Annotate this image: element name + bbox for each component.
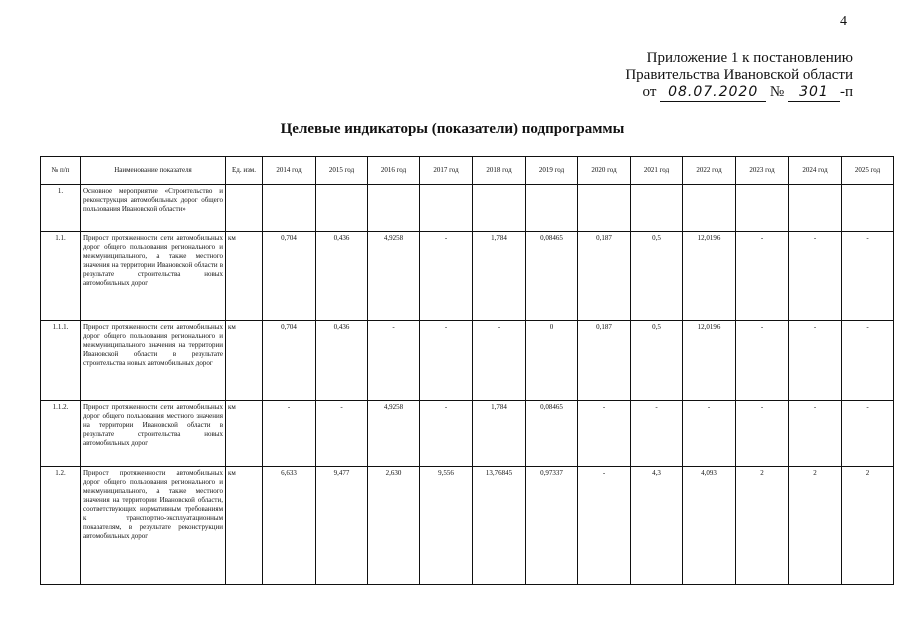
value-cell: - [578, 467, 631, 585]
row-number: 1.1. [41, 232, 81, 321]
table-row [41, 467, 894, 585]
value-cell [631, 185, 683, 232]
value-cell: - [683, 401, 736, 467]
value-cell: - [368, 321, 420, 401]
value-cell: 0,08465 [526, 232, 578, 321]
value-cell: 9,556 [420, 467, 473, 585]
value-cell [578, 185, 631, 232]
header-cell: Наименование показателя [81, 157, 226, 185]
value-cell: - [420, 321, 473, 401]
value-cell: - [842, 232, 894, 321]
document-title: Целевые индикаторы (показатели) подпрограммы [280, 121, 625, 137]
value-cell: - [631, 401, 683, 467]
page-number: 4 [840, 14, 847, 29]
appendix-date-line [625, 84, 853, 102]
header-cell: 2021 год [631, 157, 683, 185]
header-cell: 2025 год [842, 157, 894, 185]
indicators-table [40, 156, 894, 585]
table-row [41, 401, 894, 467]
table-row [41, 321, 894, 401]
value-cell: 2 [842, 467, 894, 585]
value-cell: - [578, 401, 631, 467]
value-cell: 2 [789, 467, 842, 585]
value-cell: - [842, 401, 894, 467]
unit-cell: км [226, 401, 263, 467]
value-cell: 0,5 [631, 321, 683, 401]
value-cell [473, 185, 526, 232]
value-cell: 13,76845 [473, 467, 526, 585]
decree-date: 08.07.2020 [660, 84, 766, 102]
indicator-name: Прирост протяженности сети автомобильных дорог общего пользования местного значения на территории Ивановской области в результате строительства новых автомобильных дорог [81, 401, 226, 467]
value-cell [842, 185, 894, 232]
value-cell: - [420, 401, 473, 467]
table-row [41, 185, 894, 232]
header-cell: Ед. изм. [226, 157, 263, 185]
value-cell: 0,704 [263, 321, 316, 401]
appendix-line-2: Правительства Ивановской области [625, 67, 853, 83]
indicator-name: Прирост протяженности автомобильных дорог общего пользования регионального и межмуниципального, а также местного значения на территории Ивановской области, соответствующих нормативным требованиям к транспортно-эксплуатационным показателям, в результате реконструкции автомобильных дорог [81, 467, 226, 585]
value-cell: - [789, 321, 842, 401]
header-cell: 2018 год [473, 157, 526, 185]
value-cell: 2,630 [368, 467, 420, 585]
value-cell: - [473, 321, 526, 401]
table-header-row [41, 157, 894, 185]
row-number: 1.1.1. [41, 321, 81, 401]
unit-cell: км [226, 232, 263, 321]
header-cell: 2016 год [368, 157, 420, 185]
value-cell: 0,08465 [526, 401, 578, 467]
header-cell: 2019 год [526, 157, 578, 185]
value-cell: 0,97337 [526, 467, 578, 585]
value-cell [316, 185, 368, 232]
value-cell: - [789, 401, 842, 467]
value-cell: 9,477 [316, 467, 368, 585]
value-cell: - [842, 321, 894, 401]
header-cell: 2014 год [263, 157, 316, 185]
header-cell: 2024 год [789, 157, 842, 185]
value-cell: - [736, 321, 789, 401]
value-cell [736, 185, 789, 232]
value-cell: 1,784 [473, 232, 526, 321]
value-cell: 0,187 [578, 232, 631, 321]
value-cell: 12,0196 [683, 232, 736, 321]
indicator-name: Основное мероприятие «Строительство и реконструкция автомобильных дорог общего пользования Ивановской области» [81, 185, 226, 232]
header-cell: 2023 год [736, 157, 789, 185]
row-number: 1.1.2. [41, 401, 81, 467]
value-cell: 0,5 [631, 232, 683, 321]
appendix-line-1: Приложение 1 к постановлению [646, 50, 853, 66]
row-number: 1.2. [41, 467, 81, 585]
value-cell [789, 185, 842, 232]
value-cell: 0,187 [578, 321, 631, 401]
value-cell: - [263, 401, 316, 467]
value-cell: 0 [526, 321, 578, 401]
value-cell: 0,436 [316, 232, 368, 321]
value-cell: - [789, 232, 842, 321]
value-cell [263, 185, 316, 232]
value-cell [368, 185, 420, 232]
appendix-header [625, 50, 853, 102]
value-cell: 2 [736, 467, 789, 585]
table-row [41, 232, 894, 321]
unit-cell [226, 185, 263, 232]
header-cell: № п/п [41, 157, 81, 185]
number-label: № [769, 84, 785, 100]
value-cell: - [420, 232, 473, 321]
value-cell [683, 185, 736, 232]
value-cell: 0,436 [316, 321, 368, 401]
header-cell: 2015 год [316, 157, 368, 185]
value-cell: 4,9258 [368, 401, 420, 467]
unit-cell: км [226, 467, 263, 585]
unit-cell: км [226, 321, 263, 401]
value-cell: 4,9258 [368, 232, 420, 321]
value-cell: - [316, 401, 368, 467]
header-cell: 2017 год [420, 157, 473, 185]
row-number: 1. [41, 185, 81, 232]
value-cell: 6,633 [263, 467, 316, 585]
header-cell: 2022 год [683, 157, 736, 185]
value-cell: 4,3 [631, 467, 683, 585]
value-cell: - [736, 232, 789, 321]
from-label: от [642, 84, 657, 100]
value-cell: 12,0196 [683, 321, 736, 401]
indicator-name: Прирост протяженности сети автомобильных дорог общего пользования регионального и межмуниципального значения на территории Ивановской области в результате строительства новых автомобильных дорог [81, 321, 226, 401]
header-cell: 2020 год [578, 157, 631, 185]
value-cell: 0,704 [263, 232, 316, 321]
value-cell: 1,784 [473, 401, 526, 467]
value-cell: - [736, 401, 789, 467]
value-cell [526, 185, 578, 232]
value-cell [420, 185, 473, 232]
indicator-name: Прирост протяженности сети автомобильных дорог общего пользования регионального и межмуниципального, а также местного значения на территории Ивановской области в результате строительства новых автомобильных дорог [81, 232, 226, 321]
number-suffix: -п [839, 84, 853, 100]
value-cell: 4,093 [683, 467, 736, 585]
decree-number: 301 [788, 84, 840, 102]
